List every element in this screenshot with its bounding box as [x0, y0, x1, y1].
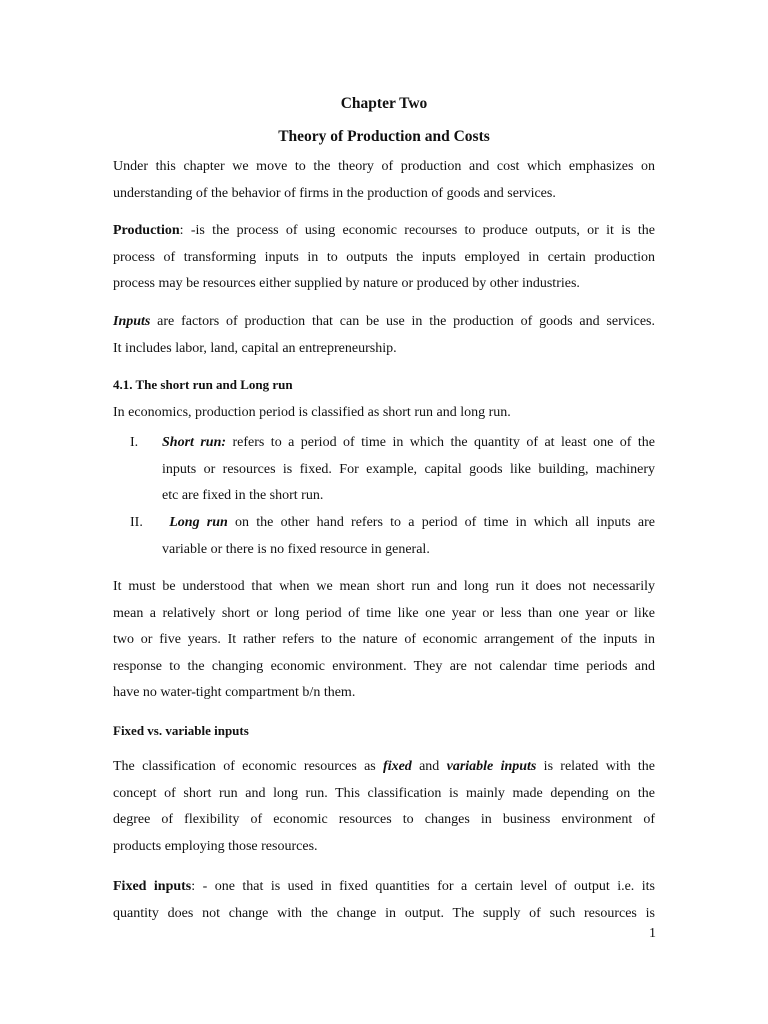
fixed-inputs-paragraph	[113, 874, 655, 927]
section-heading: 4.1. The short run and Long run	[113, 377, 293, 392]
text-line: concept of short run and long run. This classification is mainly made depending on the	[113, 785, 655, 801]
intro-paragraph	[113, 154, 655, 207]
text-line: mean a relatively short or long period of time like one year or less than one year or like	[113, 605, 655, 621]
text-line: Fixed inputs: - one that is used in fixed quantities for a certain level of output i.e. its	[113, 879, 655, 894]
classification-paragraph	[113, 754, 655, 860]
text-line: Inputs are factors of production that can be use in the production of goods and services.	[113, 314, 655, 329]
text-line: Long run on the other hand refers to a period of time in which all inputs are	[169, 515, 656, 530]
production-paragraph	[113, 218, 655, 298]
text-line: have no water-tight compartment b/n them.	[113, 685, 356, 701]
text-line: process may be resources either supplied by nature or produced by other industries.	[113, 276, 580, 292]
chapter-subtitle: Theory of Production and Costs	[278, 128, 490, 145]
fixed-term: fixed	[383, 759, 412, 774]
text-line: It must be understood that when we mean short run and long run it does not necessarily	[113, 579, 655, 594]
text-line: two or five years. It rather refers to the nature of economic arrangement of the inputs in	[113, 632, 655, 648]
text-line: response to the changing economic environment. They are not calendar time periods and	[113, 658, 655, 674]
inputs-term: Inputs	[113, 314, 151, 329]
fixed-variable-heading: Fixed vs. variable inputs	[113, 723, 249, 738]
list-body	[162, 510, 655, 563]
list-item-long-run	[113, 510, 655, 564]
text-line: Production: -is the process of using economic recourses to produce outputs, or it is the	[113, 223, 655, 238]
understood-paragraph	[113, 574, 655, 707]
list-item-short-run	[113, 430, 655, 510]
text-line: Short run: refers to a period of time in which the quantity of at least one of the	[162, 435, 655, 450]
text-line: variable or there is no fixed resource in general.	[162, 541, 430, 557]
text-line: In economics, production period is classified as short run and long run.	[113, 405, 511, 420]
inputs-paragraph	[113, 309, 655, 362]
long-run-term: Long run	[169, 515, 228, 530]
fixed-inputs-term: Fixed inputs	[113, 879, 192, 894]
text-line: quantity does not change with the change in output. The supply of such resources is	[113, 905, 655, 921]
text-line: inputs or resources is fixed. For example, capital goods like building, machinery	[162, 461, 655, 477]
production-term: Production	[113, 223, 180, 238]
section-intro	[113, 400, 655, 427]
list-number: II.	[130, 515, 143, 530]
list-number: I.	[130, 435, 139, 450]
variable-inputs-term: variable inputs	[446, 759, 537, 774]
text-line: Under this chapter we move to the theory of production and cost which emphasizes on	[113, 159, 655, 174]
text-line: process of transforming inputs in to outputs the inputs employed in certain production	[113, 249, 655, 265]
text-line: It includes labor, land, capital an entrepreneurship.	[113, 340, 397, 356]
text-line: etc are fixed in the short run.	[162, 488, 324, 504]
page-number: 1	[649, 926, 656, 941]
list-body	[162, 430, 655, 510]
text-line: degree of flexibility of economic resources to changes in business environment of	[113, 812, 655, 828]
text-line: understanding of the behavior of firms in the production of goods and services.	[113, 185, 556, 201]
text-line: products employing those resources.	[113, 838, 318, 854]
short-run-term: Short run:	[162, 435, 227, 450]
chapter-title: Chapter Two	[340, 95, 428, 112]
text-line: The classification of economic resources as fixed and variable inputs is related with the	[113, 759, 655, 774]
